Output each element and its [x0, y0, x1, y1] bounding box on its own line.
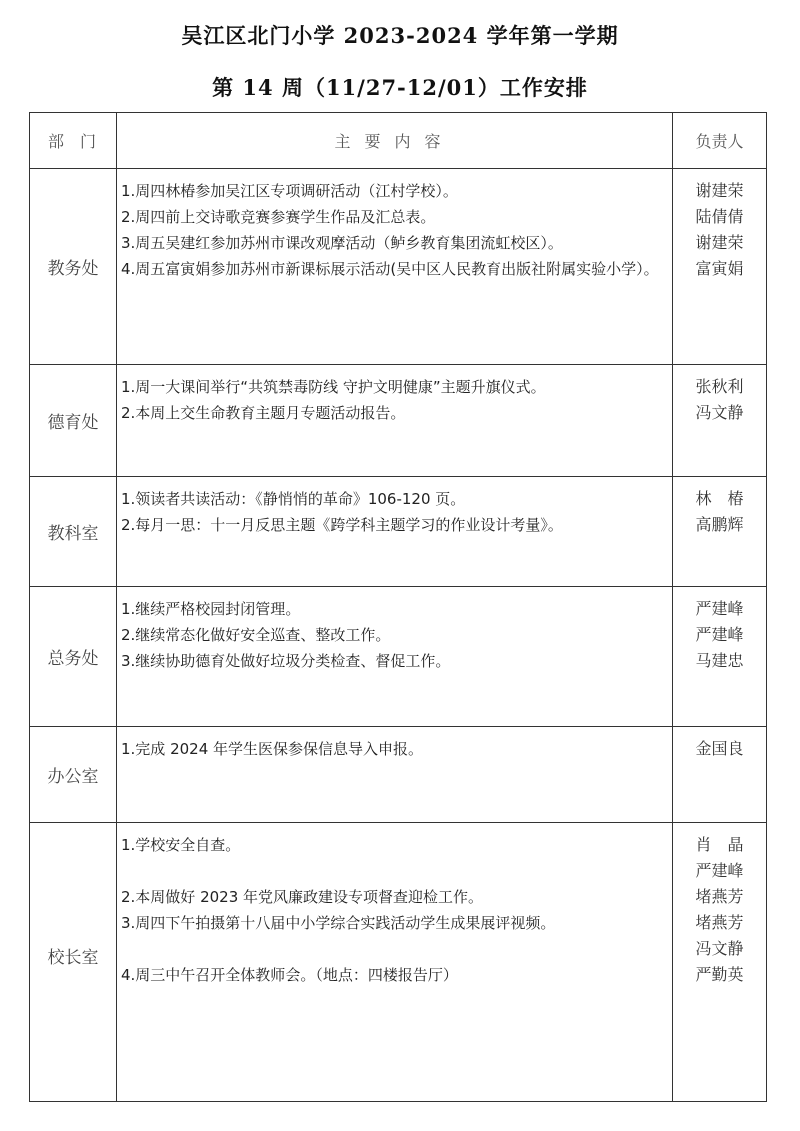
table-row — [30, 477, 767, 587]
owner-cell — [673, 365, 767, 477]
department-cell: 德育处 — [30, 365, 117, 477]
owner-name: 冯文静 — [695, 403, 744, 422]
owner-name: 张秋利 — [695, 377, 744, 396]
department-cell: 教务处 — [30, 169, 117, 365]
task-item: 2.本周做好 2023 年党风廉政建设专项督查迎检工作。 — [121, 888, 484, 906]
table-row — [30, 169, 767, 365]
header-owner: 负责人 — [673, 113, 767, 169]
task-item: 3.周五吴建红参加苏州市课改观摩活动（鲈乡教育集团流虹校区）。 — [121, 234, 563, 252]
document-title: 吴江区北门小学 2023-2024 学年第一学期 — [181, 23, 619, 48]
owner-name: 堵燕芳 — [695, 913, 744, 932]
content-cell — [117, 365, 673, 477]
task-item: 2.周四前上交诗歌竞赛参赛学生作品及汇总表。 — [121, 208, 436, 226]
table-header-row — [30, 113, 767, 169]
header-content: 主要内容 — [117, 113, 673, 169]
owner-cell — [673, 727, 767, 823]
task-item: 1.继续严格校园封闭管理。 — [121, 600, 301, 618]
work-schedule-table — [29, 112, 767, 1102]
owner-name: 谢建荣 — [695, 233, 744, 252]
department-cell: 办公室 — [30, 727, 117, 823]
task-item: 2.每月一思：十一月反思主题《跨学科主题学习的作业设计考量》。 — [121, 516, 563, 534]
owner-name: 马建忠 — [695, 651, 744, 670]
owner-cell — [673, 169, 767, 365]
task-item: 4.周五富寅娟参加苏州市新课标展示活动(吴中区人民教育出版社附属实验小学）。 — [121, 260, 659, 278]
owner-name: 金国良 — [695, 739, 744, 758]
task-item: 4.周三中午召开全体教师会。（地点：四楼报告厅） — [121, 966, 458, 984]
table-row — [30, 587, 767, 727]
owner-name: 谢建荣 — [695, 181, 744, 200]
owner-name: 堵燕芳 — [695, 887, 744, 906]
owner-name: 陆倩倩 — [695, 207, 744, 226]
content-cell — [117, 477, 673, 587]
task-item: 1.领读者共读活动：《静悄悄的革命》106-120 页。 — [121, 490, 466, 508]
table-row — [30, 365, 767, 477]
owner-name: 严建峰 — [695, 599, 744, 618]
header-department: 部门 — [30, 113, 117, 169]
owner-name: 冯文静 — [695, 939, 744, 958]
owner-name: 严勤英 — [695, 965, 744, 984]
task-item: 2.继续常态化做好安全巡查、整改工作。 — [121, 626, 391, 644]
owner-name: 严建峰 — [695, 861, 744, 880]
owner-name: 林 椿 — [695, 489, 744, 508]
department-cell: 校长室 — [30, 823, 117, 1102]
task-item: 3.周四下午拍摄第十八届中小学综合实践活动学生成果展评视频。 — [121, 914, 556, 932]
department-cell: 总务处 — [30, 587, 117, 727]
owner-name: 肖 晶 — [695, 835, 744, 854]
content-cell — [117, 169, 673, 365]
task-item: 1.周一大课间举行“共筑禁毒防线 守护文明健康”主题升旗仪式。 — [121, 378, 546, 396]
table-row — [30, 823, 767, 1102]
document-subtitle: 第 14 周（11/27-12/01）工作安排 — [212, 75, 588, 100]
task-item: 2.本周上交生命教育主题月专题活动报告。 — [121, 404, 406, 422]
content-cell — [117, 587, 673, 727]
owner-cell — [673, 823, 767, 1102]
table-row — [30, 727, 767, 823]
owner-cell — [673, 587, 767, 727]
owner-name: 高鹏辉 — [695, 515, 744, 534]
task-item: 1.周四林椿参加吴江区专项调研活动（江村学校）。 — [121, 182, 458, 200]
owner-name: 严建峰 — [695, 625, 744, 644]
owner-cell — [673, 477, 767, 587]
task-item: 1.完成 2024 年学生医保参保信息导入申报。 — [121, 740, 424, 758]
content-cell — [117, 823, 673, 1102]
owner-name: 富寅娟 — [695, 259, 744, 278]
task-item: 1.学校安全自查。 — [121, 836, 241, 854]
department-cell: 教科室 — [30, 477, 117, 587]
content-cell — [117, 727, 673, 823]
task-item: 3.继续协助德育处做好垃圾分类检查、督促工作。 — [121, 652, 451, 670]
